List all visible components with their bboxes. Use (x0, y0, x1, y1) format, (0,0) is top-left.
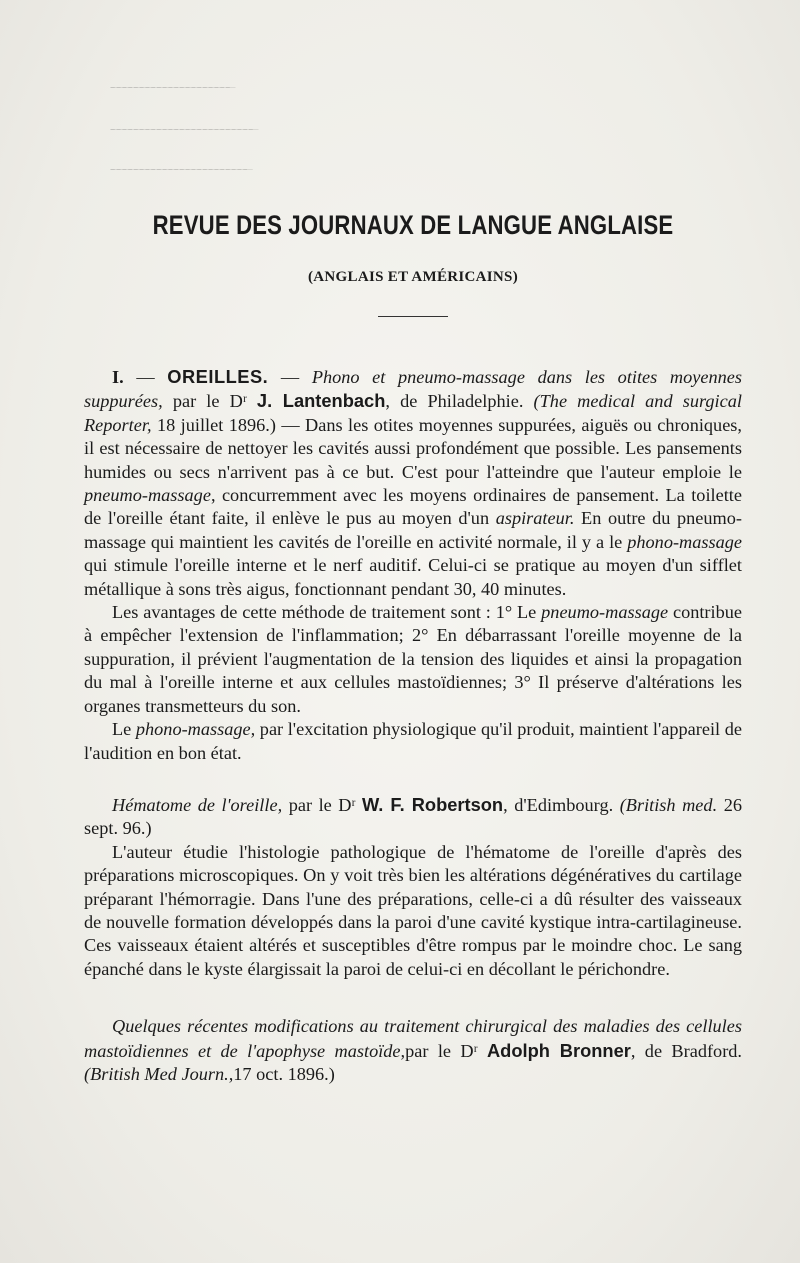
bleed-through-text: ̶ ̶ ̶ ̶ ̶ ̶ ̶ ̶ ̶ ̶ ̶ ̶ ̶ ̶ ̶ ̶ ̶ ̶ ̶ ̶ ̶ ̶ ̶ ̶ ̶ (110, 160, 249, 181)
paragraph-text: contribue à empêcher l'extension de l'inflammation; 2° En débarrassant l'oreille moyenne de la suppuration, il prévient l'augmentation de la tension des liquides et ainsi la propagation du mal à l'oreille interne et aux cellules mastoïdiennes; 3° Il préserve d'altérations les organes transmetteurs du son. (84, 602, 742, 716)
term: phono-massage, (135, 719, 256, 740)
journal-date: 26 sept. 96.) (84, 794, 742, 839)
article-title: Quelques récentes modifications au traitement chirurgical des maladies des cellules mastoïdiennes et de l'apophyse mastoïde, (84, 1016, 742, 1061)
paragraph (84, 601, 742, 718)
title-rule (378, 316, 448, 317)
term: aspirateur. (495, 508, 575, 529)
section-dash: — (280, 367, 300, 387)
author-prefix: par le Dʳ (172, 391, 247, 412)
page-title: REVUE DES JOURNAUX DE LANGUE ANGLAISE (152, 210, 674, 240)
paragraph (84, 718, 742, 765)
article-heading (84, 793, 742, 841)
article-text: qui stimule l'oreille interne et le nerf auditif. Celui-ci se pratique au moyen d'un sifflet métallique à sons très aigus, fonctionnant pendant 30, 40 minutes. (84, 555, 742, 599)
author-place: , d'Edimbourg. (503, 794, 614, 815)
author-prefix: par le Dʳ (288, 794, 356, 815)
bleed-through-text: ̶ ̶ ̶ ̶ ̶ ̶ ̶ ̶ ̶ ̶ ̶ ̶ ̶ ̶ ̶ ̶ ̶ ̶ ̶ ̶ ̶ ̶ ̶ ̶ ̶ ̶ (110, 120, 255, 141)
paragraph-text: Les avantages de cette méthode de traitement sont : 1° Le (112, 602, 537, 623)
article-text: , concurremment avec les moyens ordinaires de pansement. La toilette de l'oreille étant faite, il enlève le pus au moyen d'un (84, 485, 742, 529)
author-place: , de Bradford. (630, 1040, 742, 1061)
bleed-through-text: ̶ ̶ ̶ ̶ ̶ ̶ ̶ ̶ ̶ ̶ ̶ ̶ ̶ ̶ ̶ ̶ ̶ ̶ ̶ ̶ ̶ ̶ (110, 78, 232, 99)
author-prefix: par le Dʳ (405, 1040, 478, 1061)
article-title: Phono et pneumo-massage dans les otites moyennes suppurées, (84, 367, 742, 412)
article-body (84, 210, 742, 1086)
journal-name: (British Med Journ., (84, 1063, 234, 1084)
term: phono-massage (627, 531, 743, 552)
article-heading (84, 1015, 742, 1086)
author-place: , de Philadelphie. (385, 391, 524, 412)
author-name: J. Lantenbach (256, 390, 386, 412)
term: pneumo-massage (84, 485, 211, 506)
section-dash: — (136, 367, 155, 387)
paragraph-text: Le (112, 719, 132, 740)
journal-date: 17 oct. 1896.) (233, 1063, 335, 1084)
term: pneumo-massage (541, 602, 669, 623)
paragraph-text: par l'excitation physiologique qu'il produit, maintient l'appareil de l'audition en bon état. (84, 719, 742, 763)
author-name: Adolph Bronner (486, 1039, 631, 1061)
paragraph: L'auteur étudie l'histologie pathologique de l'hématome de l'oreille d'après des préparations microscopiques. On y voit très bien les altérations dégénératives du cartilage préparant l'hémorragie. Dans l'une des préparations, celle-ci a dû résulter des vaisseaux de nouvelle formation développés dans la paroi d'une cavité kystique intra-cartilagineuse. Ces vaisseaux étaient altérés et susceptibles d'être rompus par le moindre choc. Le sang épanché dans le kyste élargissait la paroi de celui-ci en décollant le périchondre. (84, 841, 742, 979)
section-heading: OREILLES. (167, 366, 269, 387)
author-name: W. F. Robertson (362, 793, 504, 815)
page-subtitle: (ANGLAIS ET AMÉRICAINS) (308, 269, 518, 285)
article-text: En outre du pneumo-massage qui maintient les cavités de l'oreille en activité normale, il y a le (84, 508, 742, 552)
journal-name: (British med. (619, 794, 718, 815)
section-oreilles (84, 365, 742, 601)
section-number: I. (112, 367, 124, 387)
article-text: 18 juillet 1896.) — Dans les otites moyennes suppurées, aiguës ou chroniques, il est nécessaire de nettoyer les cavités aussi profondément que possible. Les pansements humides ou secs n'arrivent pas à ce but. C'est pour l'atteindre que l'auteur emploie le (84, 414, 742, 482)
journal-name: (The medical and surgical Reporter, (84, 391, 742, 435)
article-title: Hématome de l'oreille, (112, 794, 283, 815)
